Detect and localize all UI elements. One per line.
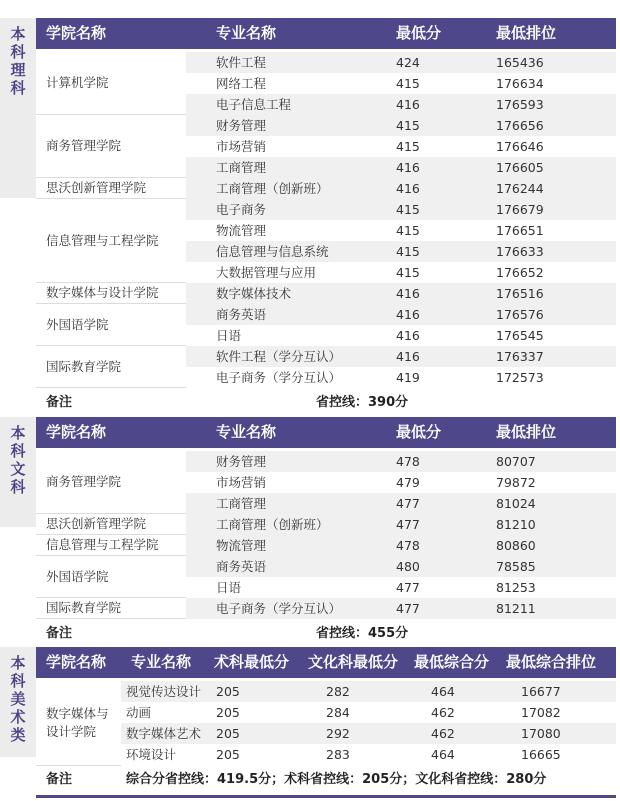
min-score: 479 (396, 475, 420, 490)
major-name: 环境设计 (126, 747, 177, 762)
table-row (186, 598, 616, 619)
min-score: 416 (396, 97, 420, 112)
side-char: 科 (10, 478, 26, 496)
note-row (36, 767, 616, 793)
min-rank: 176516 (496, 286, 544, 301)
min-rank: 79872 (496, 475, 536, 490)
header-1: 学院名称 (46, 423, 107, 441)
major-name: 电子商务 (216, 202, 267, 217)
header-3: 术科最低分 (214, 653, 290, 671)
table-row (186, 178, 616, 199)
side-char: 术 (10, 708, 26, 726)
major-name: 财务管理 (216, 118, 267, 133)
min-score: 416 (396, 181, 420, 196)
header-2: 专业名称 (131, 653, 192, 671)
major-name: 工商管理（创新班） (216, 517, 329, 532)
min-score: 416 (396, 328, 420, 343)
min-composite: 464 (431, 684, 455, 699)
art-min-score: 205 (216, 705, 240, 720)
side-char: 本 (10, 25, 26, 43)
header-5: 最低综合分 (414, 653, 490, 671)
major-name: 数字媒体艺术 (126, 726, 202, 741)
college-cell (36, 556, 186, 598)
side-label (0, 417, 36, 527)
header-1: 学院名称 (46, 653, 107, 671)
college-name (36, 705, 109, 741)
min-rank: 165436 (496, 55, 544, 70)
college-name: 商务管理学院 (46, 138, 122, 153)
table-row (121, 702, 616, 723)
min-score: 419 (396, 370, 420, 385)
min-rank: 176605 (496, 160, 544, 175)
min-score: 416 (396, 286, 420, 301)
major-name: 电子信息工程 (216, 97, 292, 112)
min-rank: 81253 (496, 580, 536, 595)
note-text: 省控线：455分 (316, 626, 409, 641)
culture-min-score: 283 (326, 747, 350, 762)
table-row (186, 304, 616, 325)
min-rank: 176633 (496, 244, 544, 259)
header-4: 文化科最低分 (308, 653, 399, 671)
min-composite-rank: 17082 (521, 705, 561, 720)
table-row (186, 577, 616, 598)
min-composite: 464 (431, 747, 455, 762)
culture-min-score: 292 (326, 726, 350, 741)
side-char: 类 (10, 726, 26, 744)
header-3: 最低分 (396, 423, 442, 441)
college-cell (36, 304, 186, 346)
college-name-line: 数字媒体与 (46, 706, 109, 721)
min-score: 415 (396, 139, 420, 154)
min-score: 477 (396, 601, 420, 616)
side-char: 科 (10, 442, 26, 460)
min-rank: 176337 (496, 349, 544, 364)
min-score: 477 (396, 496, 420, 511)
min-score: 415 (396, 202, 420, 217)
header-4: 最低排位 (496, 24, 557, 42)
college-name: 信息管理与工程学院 (46, 232, 159, 248)
major-name: 软件工程（学分互认） (216, 349, 342, 364)
min-score: 477 (396, 517, 420, 532)
min-rank: 176576 (496, 307, 544, 322)
major-name: 电子商务（学分互认） (216, 601, 342, 616)
college-cell (36, 535, 186, 556)
min-rank: 176656 (496, 118, 544, 133)
header-4: 最低排位 (496, 423, 557, 441)
min-rank: 78585 (496, 559, 536, 574)
min-composite: 462 (431, 705, 455, 720)
table-row (186, 346, 616, 367)
major-name: 信息管理与信息系统 (216, 244, 329, 259)
header-6: 最低综合排位 (506, 653, 597, 671)
college-cell (36, 283, 186, 304)
table-row (186, 472, 616, 493)
note-label: 备注 (46, 626, 73, 641)
major-name: 物流管理 (216, 538, 267, 553)
note-label: 备注 (46, 772, 73, 787)
major-name: 数字媒体技术 (216, 286, 292, 301)
table-row (186, 451, 616, 472)
college-cell (36, 52, 186, 115)
culture-min-score: 284 (326, 705, 350, 720)
header-2: 专业名称 (216, 24, 277, 42)
major-name: 大数据管理与应用 (216, 265, 317, 280)
major-name: 工商管理（创新班） (216, 181, 329, 196)
table-row (186, 367, 616, 388)
side-char: 科 (10, 672, 26, 690)
min-rank: 176651 (496, 223, 544, 238)
min-score: 415 (396, 244, 420, 259)
min-score: 416 (396, 160, 420, 175)
table-row (186, 157, 616, 178)
min-composite-rank: 16677 (521, 684, 561, 699)
art-min-score: 205 (216, 747, 240, 762)
min-rank: 81211 (496, 601, 536, 616)
college-name: 国际教育学院 (46, 600, 122, 615)
college-cell (36, 451, 186, 514)
note-row (36, 621, 616, 647)
major-name: 市场营销 (216, 475, 267, 490)
min-composite-rank: 17080 (521, 726, 561, 741)
bottom-rule (36, 795, 616, 798)
table-row (186, 94, 616, 115)
min-rank: 172573 (496, 370, 544, 385)
college-cell (36, 346, 186, 388)
table-row (186, 199, 616, 220)
side-char: 本 (10, 654, 26, 672)
table-row (186, 556, 616, 577)
college-name: 外国语学院 (46, 316, 109, 332)
min-rank: 176545 (496, 328, 544, 343)
side-char: 本 (10, 424, 26, 442)
major-name: 软件工程 (216, 55, 267, 70)
header-3: 最低分 (396, 24, 442, 42)
college-name: 数字媒体与设计学院 (46, 285, 159, 300)
college-cell (36, 598, 186, 619)
min-rank: 81210 (496, 517, 536, 532)
side-char: 科 (10, 79, 26, 97)
major-name: 工商管理 (216, 160, 267, 175)
min-rank: 176244 (496, 181, 544, 196)
side-char: 美 (10, 690, 26, 708)
art-min-score: 205 (216, 684, 240, 699)
side-label (0, 647, 36, 757)
min-score: 480 (396, 559, 420, 574)
major-name: 电子商务（学分互认） (216, 370, 342, 385)
header-bar (36, 647, 616, 678)
college-name: 商务管理学院 (46, 474, 122, 489)
min-score: 415 (396, 76, 420, 91)
min-score: 416 (396, 307, 420, 322)
min-rank: 176679 (496, 202, 544, 217)
note-label: 备注 (46, 395, 73, 410)
min-rank: 80707 (496, 454, 536, 469)
note-text: 省控线：390分 (316, 395, 409, 410)
min-composite-rank: 16665 (521, 747, 561, 762)
college-name: 信息管理与工程学院 (46, 537, 159, 552)
table-row (186, 325, 616, 346)
header-bar (36, 18, 616, 49)
table-row (121, 681, 616, 702)
table-row (186, 220, 616, 241)
major-name: 财务管理 (216, 454, 267, 469)
college-cell (36, 199, 186, 283)
major-name: 日语 (216, 328, 242, 343)
min-score: 478 (396, 538, 420, 553)
min-composite: 462 (431, 726, 455, 741)
college-name: 外国语学院 (46, 568, 109, 584)
major-name: 动画 (126, 705, 152, 720)
major-name: 视觉传达设计 (126, 684, 202, 699)
table-row (186, 493, 616, 514)
min-score: 416 (396, 349, 420, 364)
table-row (121, 744, 616, 765)
college-cell (36, 178, 186, 199)
side-char: 理 (10, 61, 26, 79)
min-score: 477 (396, 580, 420, 595)
art-min-score: 205 (216, 726, 240, 741)
college-name: 国际教育学院 (46, 358, 122, 374)
table-row (186, 241, 616, 262)
table-row (186, 73, 616, 94)
note-row (36, 390, 616, 416)
min-rank: 176634 (496, 76, 544, 91)
major-name: 日语 (216, 580, 242, 595)
table-row (121, 723, 616, 744)
min-rank: 176593 (496, 97, 544, 112)
table-row (186, 514, 616, 535)
major-name: 商务英语 (216, 307, 267, 322)
college-cell (36, 115, 186, 178)
table-row (186, 52, 616, 73)
side-char: 科 (10, 43, 26, 61)
side-char: 文 (10, 460, 26, 478)
table-row (186, 262, 616, 283)
college-name: 思沃创新管理学院 (46, 516, 147, 531)
college-name: 思沃创新管理学院 (46, 180, 147, 195)
min-rank: 81024 (496, 496, 536, 511)
college-cell (36, 681, 121, 766)
header-bar (36, 417, 616, 448)
table-row (186, 115, 616, 136)
major-name: 网络工程 (216, 76, 267, 91)
college-name: 计算机学院 (46, 75, 109, 90)
college-cell (36, 514, 186, 535)
header-1: 学院名称 (46, 24, 107, 42)
table-row (186, 283, 616, 304)
min-score: 415 (396, 265, 420, 280)
header-2: 专业名称 (216, 423, 277, 441)
min-score: 478 (396, 454, 420, 469)
major-name: 工商管理 (216, 496, 267, 511)
min-score: 415 (396, 118, 420, 133)
note-text: 综合分省控线：419.5分；术科省控线：205分；文化科省控线：280分 (126, 772, 547, 787)
side-label (0, 18, 36, 198)
major-name: 商务英语 (216, 559, 267, 574)
min-score: 424 (396, 55, 420, 70)
table-row (186, 136, 616, 157)
min-score: 415 (396, 223, 420, 238)
major-name: 物流管理 (216, 223, 267, 238)
min-rank: 80860 (496, 538, 536, 553)
min-rank: 176646 (496, 139, 544, 154)
culture-min-score: 282 (326, 684, 350, 699)
major-name: 市场营销 (216, 139, 267, 154)
table-row (186, 535, 616, 556)
college-name-line: 设计学院 (46, 724, 97, 739)
min-rank: 176652 (496, 265, 544, 280)
